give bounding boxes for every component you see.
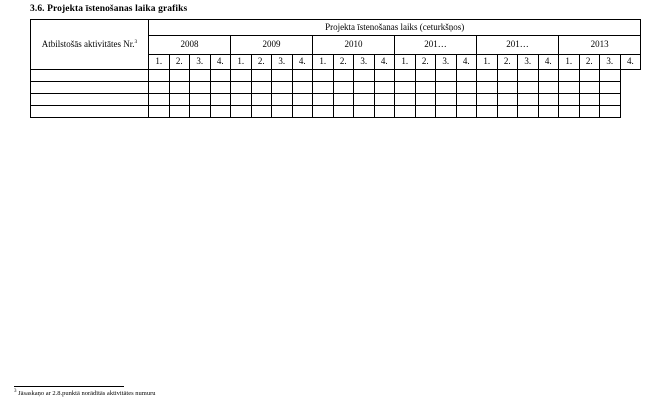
cell-quarter[interactable] [272,82,293,94]
cell-quarter[interactable] [169,82,190,94]
footnote-divider [14,386,124,387]
cell-quarter[interactable] [600,70,621,82]
cell-quarter[interactable] [313,82,334,94]
cell-quarter[interactable] [169,70,190,82]
cell-quarter[interactable] [374,70,395,82]
cell-quarter[interactable] [579,94,600,106]
quarter-header: 3. [354,55,375,70]
quarter-header: 2. [251,55,272,70]
cell-quarter[interactable] [518,94,539,106]
cell-quarter[interactable] [354,70,375,82]
cell-quarter[interactable] [374,94,395,106]
cell-quarter[interactable] [374,82,395,94]
quarter-header: 2. [579,55,600,70]
quarter-header: 2. [333,55,354,70]
cell-activity-number[interactable] [31,82,149,94]
quarter-header: 4. [292,55,313,70]
cell-quarter[interactable] [456,106,477,118]
cell-quarter[interactable] [210,82,231,94]
cell-quarter[interactable] [497,94,518,106]
cell-quarter[interactable] [538,94,559,106]
cell-quarter[interactable] [333,82,354,94]
cell-quarter[interactable] [251,106,272,118]
quarter-header: 1. [231,55,252,70]
cell-quarter[interactable] [272,106,293,118]
quarter-header: 4. [210,55,231,70]
cell-quarter[interactable] [354,94,375,106]
table-header-row-top [31,20,641,36]
cell-quarter[interactable] [415,82,436,94]
cell-quarter[interactable] [313,94,334,106]
cell-quarter[interactable] [395,106,416,118]
cell-quarter[interactable] [497,106,518,118]
cell-quarter[interactable] [395,94,416,106]
cell-activity-number[interactable] [31,106,149,118]
quarter-header: 4. [456,55,477,70]
quarter-header: 3. [518,55,539,70]
cell-quarter[interactable] [579,82,600,94]
row-header-label: Atbilstošās aktivitātes Nr. [41,38,135,49]
cell-quarter[interactable] [190,82,211,94]
cell-quarter[interactable] [251,70,272,82]
quarter-header: 4. [538,55,559,70]
cell-quarter[interactable] [415,106,436,118]
cell-quarter[interactable] [518,70,539,82]
table-row[interactable] [31,106,641,118]
cell-quarter[interactable] [231,106,252,118]
cell-quarter[interactable] [477,70,498,82]
cell-quarter[interactable] [456,94,477,106]
cell-quarter[interactable] [333,106,354,118]
quarter-header: 3. [272,55,293,70]
cell-quarter[interactable] [559,82,580,94]
cell-quarter[interactable] [354,106,375,118]
cell-quarter[interactable] [497,70,518,82]
cell-quarter[interactable] [559,94,580,106]
year-header-2009: 2009 [231,36,313,55]
cell-quarter[interactable] [518,106,539,118]
cell-quarter[interactable] [169,106,190,118]
quarter-header: 4. [374,55,395,70]
cell-quarter[interactable] [538,70,559,82]
quarter-header: 4. [620,55,641,70]
implementation-schedule-table [30,19,641,118]
cell-quarter[interactable] [436,106,457,118]
table-row[interactable] [31,70,641,82]
cell-quarter[interactable] [436,70,457,82]
cell-quarter[interactable] [600,106,621,118]
cell-quarter[interactable] [415,70,436,82]
cell-quarter[interactable] [559,70,580,82]
cell-quarter[interactable] [313,70,334,82]
cell-quarter[interactable] [210,70,231,82]
header-implementation-period: Projekta īstenošanas laiks (ceturkšņos) [149,20,641,36]
cell-quarter[interactable] [149,106,170,118]
cell-quarter[interactable] [518,82,539,94]
cell-quarter[interactable] [579,70,600,82]
cell-quarter[interactable] [497,82,518,94]
table-row[interactable] [31,94,641,106]
cell-quarter[interactable] [292,70,313,82]
cell-quarter[interactable] [477,106,498,118]
cell-quarter[interactable] [231,82,252,94]
quarter-header: 3. [600,55,621,70]
page-title: 3.6. Projekta īstenošanas laika grafiks [30,4,188,14]
cell-quarter[interactable] [395,70,416,82]
cell-quarter[interactable] [374,106,395,118]
cell-quarter[interactable] [395,82,416,94]
footnote-text: Jāsaskaņo ar 2.8.punktā norādītās aktivitātes numuru [18,390,156,397]
cell-quarter[interactable] [538,82,559,94]
cell-activity-number[interactable] [31,70,149,82]
quarter-header: 1. [313,55,334,70]
cell-quarter[interactable] [190,70,211,82]
quarter-header: 1. [559,55,580,70]
year-header-2011: 201… [395,36,477,55]
year-header-2010: 2010 [313,36,395,55]
year-header-2012: 201… [477,36,559,55]
cell-quarter[interactable] [436,82,457,94]
footnote [14,390,156,398]
cell-quarter[interactable] [292,106,313,118]
year-header-2013: 2013 [559,36,641,55]
quarter-header: 1. [477,55,498,70]
cell-quarter[interactable] [477,94,498,106]
cell-quarter[interactable] [333,70,354,82]
quarter-header: 3. [436,55,457,70]
cell-quarter[interactable] [149,94,170,106]
cell-quarter[interactable] [149,70,170,82]
year-header-2008: 2008 [149,36,231,55]
cell-quarter[interactable] [538,106,559,118]
cell-quarter[interactable] [169,94,190,106]
quarter-header: 3. [190,55,211,70]
cell-quarter[interactable] [272,94,293,106]
cell-quarter[interactable] [190,106,211,118]
cell-quarter[interactable] [231,94,252,106]
quarter-header: 1. [395,55,416,70]
cell-quarter[interactable] [354,82,375,94]
quarter-header: 1. [149,55,170,70]
cell-quarter[interactable] [415,94,436,106]
cell-quarter[interactable] [231,70,252,82]
footnote-marker: 3 [14,388,17,394]
cell-quarter[interactable] [456,70,477,82]
quarter-header: 2. [415,55,436,70]
cell-quarter[interactable] [272,70,293,82]
cell-quarter[interactable] [210,94,231,106]
cell-quarter[interactable] [313,106,334,118]
cell-quarter[interactable] [333,94,354,106]
cell-quarter[interactable] [579,106,600,118]
cell-quarter[interactable] [436,94,457,106]
cell-quarter[interactable] [149,82,170,94]
cell-quarter[interactable] [251,82,272,94]
cell-quarter[interactable] [292,94,313,106]
cell-quarter[interactable] [251,94,272,106]
cell-activity-number[interactable] [31,94,149,106]
cell-quarter[interactable] [190,94,211,106]
cell-quarter[interactable] [559,106,580,118]
cell-quarter[interactable] [600,82,621,94]
row-header-activity-number [31,20,149,70]
row-header-footnote-marker: 3 [134,38,138,45]
cell-quarter[interactable] [456,82,477,94]
cell-quarter[interactable] [292,82,313,94]
cell-quarter[interactable] [477,82,498,94]
cell-quarter[interactable] [600,94,621,106]
quarter-header: 2. [169,55,190,70]
quarter-header: 2. [497,55,518,70]
cell-quarter[interactable] [210,106,231,118]
table-row[interactable] [31,82,641,94]
